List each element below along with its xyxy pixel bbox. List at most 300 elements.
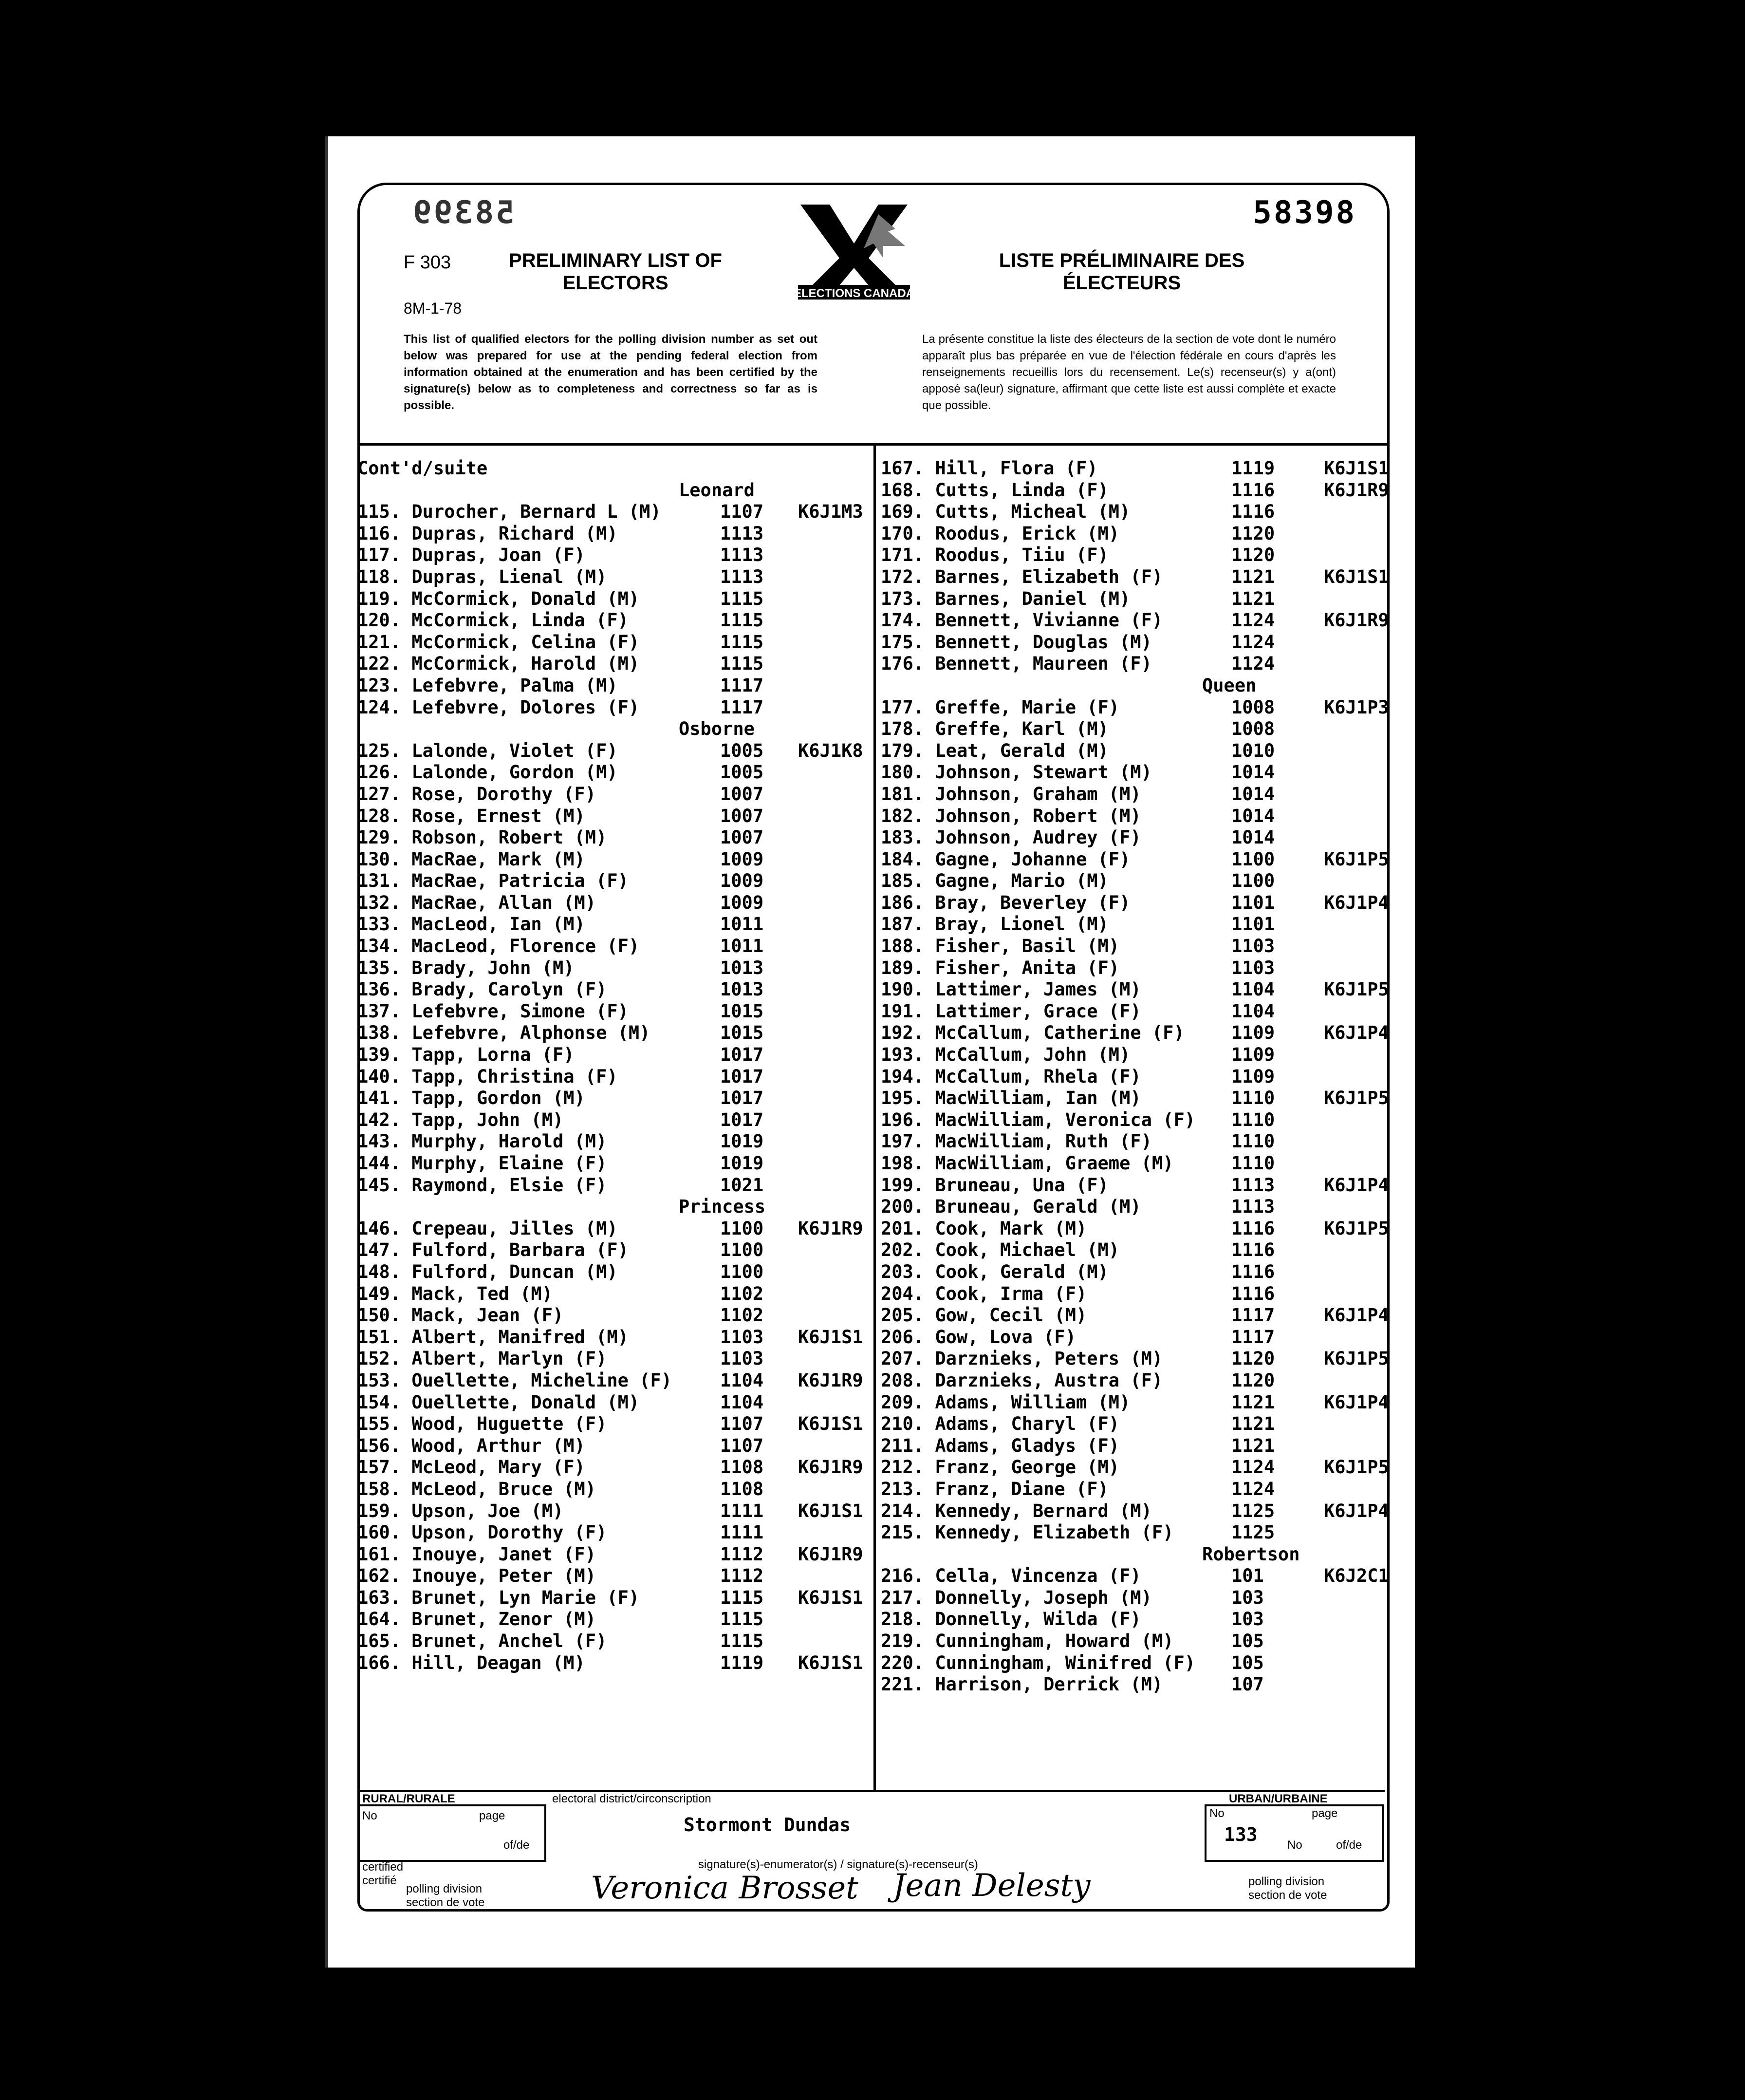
address-number: 1101 bbox=[1231, 914, 1275, 935]
elector-list-right bbox=[881, 458, 1397, 1696]
elector-row bbox=[357, 979, 873, 1001]
elector-fullname: Ouellette, Micheline (F) bbox=[411, 1369, 672, 1391]
address-number: 1121 bbox=[1231, 1435, 1275, 1456]
elector-fullname: McCormick, Donald (M) bbox=[411, 588, 640, 609]
address-number: 1107 bbox=[720, 1413, 764, 1435]
elector-number: 184. bbox=[881, 848, 925, 870]
footer-form bbox=[357, 1790, 1390, 1909]
elector-row bbox=[357, 1239, 873, 1261]
elector-row bbox=[881, 979, 1397, 1001]
elector-row bbox=[881, 1088, 1397, 1109]
elector-number: 166. bbox=[357, 1652, 401, 1673]
elector-row bbox=[881, 1435, 1397, 1457]
elector-name bbox=[357, 566, 607, 588]
elector-name bbox=[881, 566, 1163, 588]
elector-fullname: Bruneau, Gerald (M) bbox=[935, 1196, 1141, 1218]
elector-number: 203. bbox=[881, 1261, 925, 1282]
elector-name bbox=[357, 1413, 607, 1435]
elector-number: 190. bbox=[881, 979, 925, 1000]
elector-row bbox=[357, 1131, 873, 1153]
elector-row bbox=[881, 957, 1397, 979]
elector-fullname: Cunningham, Howard (M) bbox=[935, 1631, 1174, 1652]
elector-number: 132. bbox=[357, 892, 401, 913]
elector-name bbox=[881, 1652, 1195, 1674]
rural-page-label: page bbox=[479, 1809, 505, 1822]
elector-name bbox=[881, 1153, 1173, 1175]
elector-number: 154. bbox=[357, 1391, 401, 1413]
elector-name bbox=[357, 1001, 629, 1023]
address-number: 1110 bbox=[1231, 1131, 1275, 1152]
elector-list-left bbox=[357, 458, 873, 1674]
elector-name bbox=[357, 1066, 618, 1088]
address-number: 1011 bbox=[720, 936, 764, 957]
elector-row bbox=[357, 1609, 873, 1631]
elector-number: 146. bbox=[357, 1218, 401, 1239]
elector-name bbox=[881, 1674, 1163, 1696]
postal-code: K6J1S1 bbox=[798, 1587, 863, 1608]
address-number: 1110 bbox=[1231, 1153, 1275, 1174]
elector-fullname: MacLeod, Florence (F) bbox=[411, 936, 640, 957]
elector-number: 151. bbox=[357, 1326, 401, 1348]
elector-name bbox=[357, 1435, 585, 1457]
address-number: 1100 bbox=[1231, 848, 1275, 870]
elector-number: 126. bbox=[357, 762, 401, 783]
elector-row bbox=[881, 1175, 1397, 1197]
postal-code: K6J1S1 bbox=[1324, 458, 1389, 479]
elector-number: 183. bbox=[881, 827, 925, 848]
elector-row bbox=[357, 806, 873, 827]
elector-fullname: Brunet, Anchel (F) bbox=[411, 1631, 607, 1652]
postal-code: K6J1P4 bbox=[1324, 1500, 1389, 1521]
address-number: 1119 bbox=[1231, 458, 1275, 479]
intro-paragraph-french: La présente constitue la liste des électeurs de la section de vote dont le numéro apparaît plus bas préparée en vue de l'élection fédérale en cours d'après les renseignements recueillis lors du recensement. Le(s) recenseur(s) y a(ont) apposé sa(leur) signature, affirmant que cette liste est aussi complète et exacte que possible. bbox=[922, 333, 1336, 412]
address-number: 1100 bbox=[1231, 870, 1275, 892]
address-number: 1113 bbox=[1231, 1196, 1275, 1218]
elector-name bbox=[881, 1044, 1130, 1066]
elector-fullname: Cutts, Micheal (M) bbox=[935, 501, 1131, 523]
form-date: 8M-1-78 bbox=[404, 300, 462, 317]
street-name: Leonard bbox=[679, 479, 755, 501]
elector-fullname: Gagne, Johanne (F) bbox=[935, 848, 1131, 870]
elector-row bbox=[881, 523, 1397, 545]
address-number: 1116 bbox=[1231, 479, 1275, 501]
elector-row bbox=[881, 1587, 1397, 1609]
elector-number: 170. bbox=[881, 523, 925, 544]
postal-code: K6J1K8 bbox=[798, 740, 863, 761]
elector-name bbox=[881, 1457, 1119, 1479]
elector-number: 116. bbox=[357, 523, 401, 544]
elector-fullname: Donnelly, Wilda (F) bbox=[935, 1609, 1141, 1630]
address-number: 1110 bbox=[1231, 1088, 1275, 1109]
title-english: PRELIMINARY LIST OF ELECTORS bbox=[509, 250, 722, 294]
elector-number: 187. bbox=[881, 914, 925, 935]
elector-number: 145. bbox=[357, 1174, 401, 1196]
elector-name bbox=[881, 806, 1141, 827]
address-number: 1103 bbox=[1231, 957, 1275, 978]
elector-name bbox=[357, 1261, 618, 1283]
elector-row bbox=[881, 697, 1397, 719]
elector-row bbox=[881, 1196, 1397, 1218]
elector-row bbox=[881, 566, 1397, 588]
postal-code: K6J1P4 bbox=[1324, 1305, 1389, 1326]
elector-name bbox=[357, 1370, 672, 1392]
elector-fullname: McLeod, Mary (F) bbox=[411, 1457, 585, 1478]
elector-row bbox=[881, 718, 1397, 740]
elector-fullname: McLeod, Bruce (M) bbox=[411, 1478, 596, 1500]
elector-fullname: Brunet, Zenor (M) bbox=[411, 1609, 596, 1630]
address-number: 1109 bbox=[1231, 1066, 1275, 1087]
elector-row bbox=[881, 632, 1397, 654]
elector-row bbox=[357, 1261, 873, 1283]
elector-row bbox=[357, 740, 873, 762]
elector-name bbox=[881, 936, 1119, 957]
address-number: 1009 bbox=[720, 892, 764, 913]
serial-number-mirrored: 58399 bbox=[411, 195, 515, 231]
elector-number: 152. bbox=[357, 1348, 401, 1369]
elector-number: 202. bbox=[881, 1239, 925, 1261]
elector-name bbox=[357, 914, 585, 936]
elector-row bbox=[881, 892, 1397, 914]
elector-row bbox=[357, 1435, 873, 1457]
elector-fullname: MacLeod, Ian (M) bbox=[411, 914, 585, 935]
elector-name bbox=[881, 1022, 1185, 1044]
elector-name bbox=[881, 1348, 1163, 1370]
elector-number: 217. bbox=[881, 1587, 925, 1608]
elector-name bbox=[357, 523, 618, 545]
elector-name bbox=[357, 936, 639, 957]
elector-name bbox=[881, 1522, 1173, 1544]
elector-fullname: McCormick, Harold (M) bbox=[411, 653, 640, 675]
elector-row bbox=[357, 827, 873, 849]
elector-number: 137. bbox=[357, 1000, 401, 1022]
elector-fullname: Kennedy, Bernard (M) bbox=[935, 1500, 1152, 1521]
elector-fullname: Brady, John (M) bbox=[411, 957, 575, 978]
elector-name bbox=[881, 697, 1119, 719]
elector-fullname: Raymond, Elsie (F) bbox=[411, 1174, 607, 1196]
elector-row bbox=[357, 1479, 873, 1500]
elector-fullname: Mack, Jean (F) bbox=[411, 1305, 564, 1326]
elector-fullname: Wood, Huguette (F) bbox=[411, 1413, 607, 1435]
elector-number: 219. bbox=[881, 1631, 925, 1652]
address-number: 1113 bbox=[1231, 1174, 1275, 1196]
elector-number: 206. bbox=[881, 1326, 925, 1348]
elector-name bbox=[881, 501, 1130, 523]
elector-number: 133. bbox=[357, 914, 401, 935]
elector-fullname: Murphy, Elaine (F) bbox=[411, 1153, 607, 1174]
elector-fullname: MacRae, Allan (M) bbox=[411, 892, 596, 913]
elector-number: 130. bbox=[357, 848, 401, 870]
address-number: 1124 bbox=[1231, 610, 1275, 631]
elector-number: 221. bbox=[881, 1674, 925, 1695]
elector-row bbox=[881, 1565, 1397, 1587]
elector-name bbox=[357, 1218, 618, 1240]
elector-name bbox=[357, 1153, 607, 1175]
elector-row bbox=[881, 1066, 1397, 1088]
elector-number: 214. bbox=[881, 1500, 925, 1521]
postal-code: K6J1R9 bbox=[798, 1457, 863, 1478]
elector-row bbox=[357, 1587, 873, 1609]
elector-name bbox=[357, 1500, 563, 1522]
elector-fullname: MacWilliam, Ian (M) bbox=[935, 1088, 1141, 1109]
elector-number: 181. bbox=[881, 783, 925, 805]
elector-name bbox=[357, 1609, 596, 1631]
elector-row bbox=[357, 784, 873, 806]
elector-name bbox=[357, 1479, 596, 1500]
address-number: 1116 bbox=[1231, 1239, 1275, 1261]
address-number: 1120 bbox=[1231, 1369, 1275, 1391]
address-number: 1113 bbox=[720, 544, 764, 566]
elector-row bbox=[357, 653, 873, 675]
elector-number: 209. bbox=[881, 1391, 925, 1413]
address-number: 1109 bbox=[1231, 1044, 1275, 1066]
elector-number: 131. bbox=[357, 870, 401, 892]
address-number: 1103 bbox=[720, 1348, 764, 1369]
elector-row bbox=[881, 1131, 1397, 1153]
elector-number: 135. bbox=[357, 957, 401, 978]
elector-row bbox=[881, 1652, 1397, 1674]
elector-number: 173. bbox=[881, 588, 925, 609]
elector-fullname: Franz, Diane (F) bbox=[935, 1478, 1109, 1500]
elector-row bbox=[881, 1239, 1397, 1261]
rural-label: RURAL/RURALE bbox=[362, 1792, 455, 1805]
elector-row bbox=[357, 1565, 873, 1587]
address-number: 103 bbox=[1231, 1609, 1264, 1630]
elector-name bbox=[881, 849, 1130, 871]
elector-row bbox=[881, 1022, 1397, 1044]
elector-number: 121. bbox=[357, 631, 401, 653]
elector-name bbox=[881, 1175, 1109, 1197]
elector-row bbox=[357, 1218, 873, 1240]
address-number: 1112 bbox=[720, 1565, 764, 1587]
elector-name bbox=[357, 827, 607, 849]
elector-number: 185. bbox=[881, 870, 925, 892]
elector-name bbox=[881, 892, 1130, 914]
elector-row bbox=[881, 588, 1397, 610]
elector-row bbox=[881, 1327, 1397, 1349]
address-number: 1100 bbox=[720, 1218, 764, 1239]
elector-name bbox=[881, 1001, 1141, 1023]
address-number: 1009 bbox=[720, 848, 764, 870]
elector-name bbox=[881, 718, 1109, 740]
elector-name bbox=[881, 1609, 1141, 1631]
address-number: 1115 bbox=[720, 631, 764, 653]
elector-name bbox=[881, 957, 1119, 979]
address-number: 1116 bbox=[1231, 1261, 1275, 1282]
elector-name bbox=[881, 1435, 1119, 1457]
elector-name bbox=[357, 1587, 639, 1609]
address-number: 1125 bbox=[1231, 1522, 1275, 1543]
elector-number: 153. bbox=[357, 1369, 401, 1391]
postal-code: K6J1P4 bbox=[1324, 1022, 1389, 1044]
elector-number: 195. bbox=[881, 1088, 925, 1109]
address-number: 1017 bbox=[720, 1066, 764, 1087]
elector-name bbox=[357, 1327, 629, 1349]
address-number: 1120 bbox=[1231, 544, 1275, 566]
logo-text: ELECTIONS CANADA bbox=[793, 287, 915, 300]
address-number: 1108 bbox=[720, 1457, 764, 1478]
postal-code: K6J1P5 bbox=[1324, 979, 1389, 1000]
elector-name bbox=[357, 957, 575, 979]
elector-name bbox=[357, 1022, 650, 1044]
elector-fullname: Dupras, Lienal (M) bbox=[411, 566, 607, 587]
elector-fullname: Tapp, Gordon (M) bbox=[411, 1088, 585, 1109]
address-number: 1104 bbox=[1231, 1000, 1275, 1022]
elector-fullname: Cunningham, Winifred (F) bbox=[935, 1652, 1196, 1673]
address-number: 1014 bbox=[1231, 762, 1275, 783]
elections-canada-logo bbox=[791, 200, 917, 317]
elector-fullname: MacWilliam, Veronica (F) bbox=[935, 1109, 1196, 1130]
elector-number: 127. bbox=[357, 783, 401, 805]
address-number: 1124 bbox=[1231, 1478, 1275, 1500]
address-number: 101 bbox=[1231, 1565, 1264, 1587]
elector-fullname: McCormick, Linda (F) bbox=[411, 610, 629, 631]
elector-row bbox=[357, 1153, 873, 1175]
elector-fullname: Bray, Lionel (M) bbox=[935, 914, 1109, 935]
elector-number: 129. bbox=[357, 827, 401, 848]
elector-number: 172. bbox=[881, 566, 925, 587]
address-number: 1015 bbox=[720, 1000, 764, 1022]
elector-number: 218. bbox=[881, 1609, 925, 1630]
address-number: 1110 bbox=[1231, 1109, 1275, 1130]
elector-row bbox=[357, 675, 873, 697]
elector-number: 158. bbox=[357, 1478, 401, 1500]
postal-code: K6J1P4 bbox=[1324, 892, 1389, 913]
elector-row bbox=[357, 1175, 873, 1197]
elector-name bbox=[357, 697, 639, 719]
elector-name bbox=[881, 1327, 1076, 1349]
elector-row bbox=[881, 1305, 1397, 1327]
elector-fullname: Adams, Charyl (F) bbox=[935, 1413, 1120, 1435]
postal-code: K6J1R9 bbox=[1324, 479, 1389, 501]
elector-row bbox=[881, 1001, 1397, 1023]
elector-row bbox=[357, 936, 873, 957]
elector-name bbox=[357, 1522, 607, 1544]
street-name: Robertson bbox=[1202, 1543, 1300, 1565]
elector-number: 157. bbox=[357, 1457, 401, 1478]
elector-name bbox=[357, 762, 618, 784]
postal-code: K6J2C1 bbox=[1324, 1565, 1389, 1587]
elector-number: 149. bbox=[357, 1283, 401, 1304]
elector-row bbox=[357, 544, 873, 566]
elector-name bbox=[881, 588, 1130, 610]
address-number: 1108 bbox=[720, 1478, 764, 1500]
elector-fullname: Cutts, Linda (F) bbox=[935, 479, 1109, 501]
elector-row bbox=[881, 1261, 1397, 1283]
elector-fullname: Adams, William (M) bbox=[935, 1391, 1131, 1413]
elector-name bbox=[357, 1283, 553, 1305]
elector-number: 189. bbox=[881, 957, 925, 978]
elector-fullname: Tapp, John (M) bbox=[411, 1109, 564, 1130]
elector-number: 165. bbox=[357, 1631, 401, 1652]
address-number: 1007 bbox=[720, 783, 764, 805]
street-heading bbox=[357, 718, 873, 740]
address-number: 1007 bbox=[720, 805, 764, 826]
postal-code: K6J1S1 bbox=[798, 1326, 863, 1348]
elector-number: 139. bbox=[357, 1044, 401, 1066]
elector-fullname: McCallum, Rhela (F) bbox=[935, 1066, 1141, 1087]
elector-name bbox=[357, 784, 596, 806]
elector-number: 186. bbox=[881, 892, 925, 913]
elector-number: 178. bbox=[881, 718, 925, 740]
address-number: 1125 bbox=[1231, 1500, 1275, 1521]
elector-row bbox=[357, 849, 873, 871]
elector-name bbox=[881, 1283, 1087, 1305]
signature-label: signature(s)-enumerator(s) / signature(s)-recenseur(s) bbox=[698, 1858, 978, 1871]
elector-name bbox=[357, 610, 629, 632]
elector-number: 168. bbox=[881, 479, 925, 501]
elector-number: 148. bbox=[357, 1261, 401, 1282]
elector-row bbox=[881, 1392, 1397, 1414]
elector-fullname: Barnes, Daniel (M) bbox=[935, 588, 1131, 609]
elector-fullname: Johnson, Robert (M) bbox=[935, 805, 1141, 826]
elector-number: 169. bbox=[881, 501, 925, 523]
address-number: 1117 bbox=[720, 696, 764, 718]
elector-row bbox=[357, 1392, 873, 1414]
elector-number: 138. bbox=[357, 1022, 401, 1044]
elector-name bbox=[881, 1109, 1195, 1131]
elector-row bbox=[881, 1283, 1397, 1305]
address-number: 1109 bbox=[1231, 1022, 1275, 1044]
elector-name bbox=[881, 1305, 1087, 1327]
elector-fullname: Bennett, Vivianne (F) bbox=[935, 610, 1163, 631]
elector-name bbox=[881, 1392, 1130, 1414]
elector-row bbox=[881, 1674, 1397, 1696]
elector-fullname: Lalonde, Gordon (M) bbox=[411, 762, 618, 783]
address-number: 1117 bbox=[1231, 1305, 1275, 1326]
address-number: 1019 bbox=[720, 1153, 764, 1174]
elector-row bbox=[881, 610, 1397, 632]
postal-code: K6J1S1 bbox=[798, 1652, 863, 1673]
address-number: 1115 bbox=[720, 1631, 764, 1652]
elector-row bbox=[881, 1370, 1397, 1392]
elector-fullname: Gagne, Mario (M) bbox=[935, 870, 1109, 892]
address-number: 1124 bbox=[1231, 631, 1275, 653]
polling-label-left: polling division section de vote bbox=[406, 1882, 485, 1909]
elector-fullname: Upson, Dorothy (F) bbox=[411, 1522, 607, 1543]
postal-code: K6J1R9 bbox=[798, 1218, 863, 1239]
elector-fullname: Adams, Gladys (F) bbox=[935, 1435, 1120, 1456]
address-number: 1005 bbox=[720, 762, 764, 783]
district-value: Stormont Dundas bbox=[684, 1814, 851, 1836]
elector-name bbox=[881, 1218, 1087, 1240]
elector-row bbox=[357, 762, 873, 784]
address-number: 1115 bbox=[720, 610, 764, 631]
elector-name bbox=[881, 1239, 1119, 1261]
address-number: 1013 bbox=[720, 957, 764, 978]
elector-row bbox=[881, 1522, 1397, 1544]
elector-name bbox=[357, 892, 596, 914]
elector-row bbox=[881, 806, 1397, 827]
address-number: 1117 bbox=[720, 675, 764, 696]
signature-2: Jean Delesty bbox=[893, 1868, 1091, 1904]
elector-fullname: Bray, Beverley (F) bbox=[935, 892, 1131, 913]
elector-number: 193. bbox=[881, 1044, 925, 1066]
address-number: 1115 bbox=[720, 588, 764, 609]
elector-fullname: Lalonde, Violet (F) bbox=[411, 740, 618, 761]
address-number: 1113 bbox=[720, 566, 764, 587]
elector-row bbox=[881, 870, 1397, 892]
elector-name bbox=[357, 501, 661, 523]
address-number: 1017 bbox=[720, 1109, 764, 1130]
elector-number: 199. bbox=[881, 1174, 925, 1196]
elector-fullname: Cook, Irma (F) bbox=[935, 1283, 1087, 1304]
elector-fullname: Greffe, Karl (M) bbox=[935, 718, 1109, 740]
address-number: 1019 bbox=[720, 1131, 764, 1152]
address-number: 1107 bbox=[720, 1435, 764, 1456]
elector-row bbox=[357, 1022, 873, 1044]
elector-row bbox=[881, 480, 1397, 502]
elector-number: 128. bbox=[357, 805, 401, 826]
